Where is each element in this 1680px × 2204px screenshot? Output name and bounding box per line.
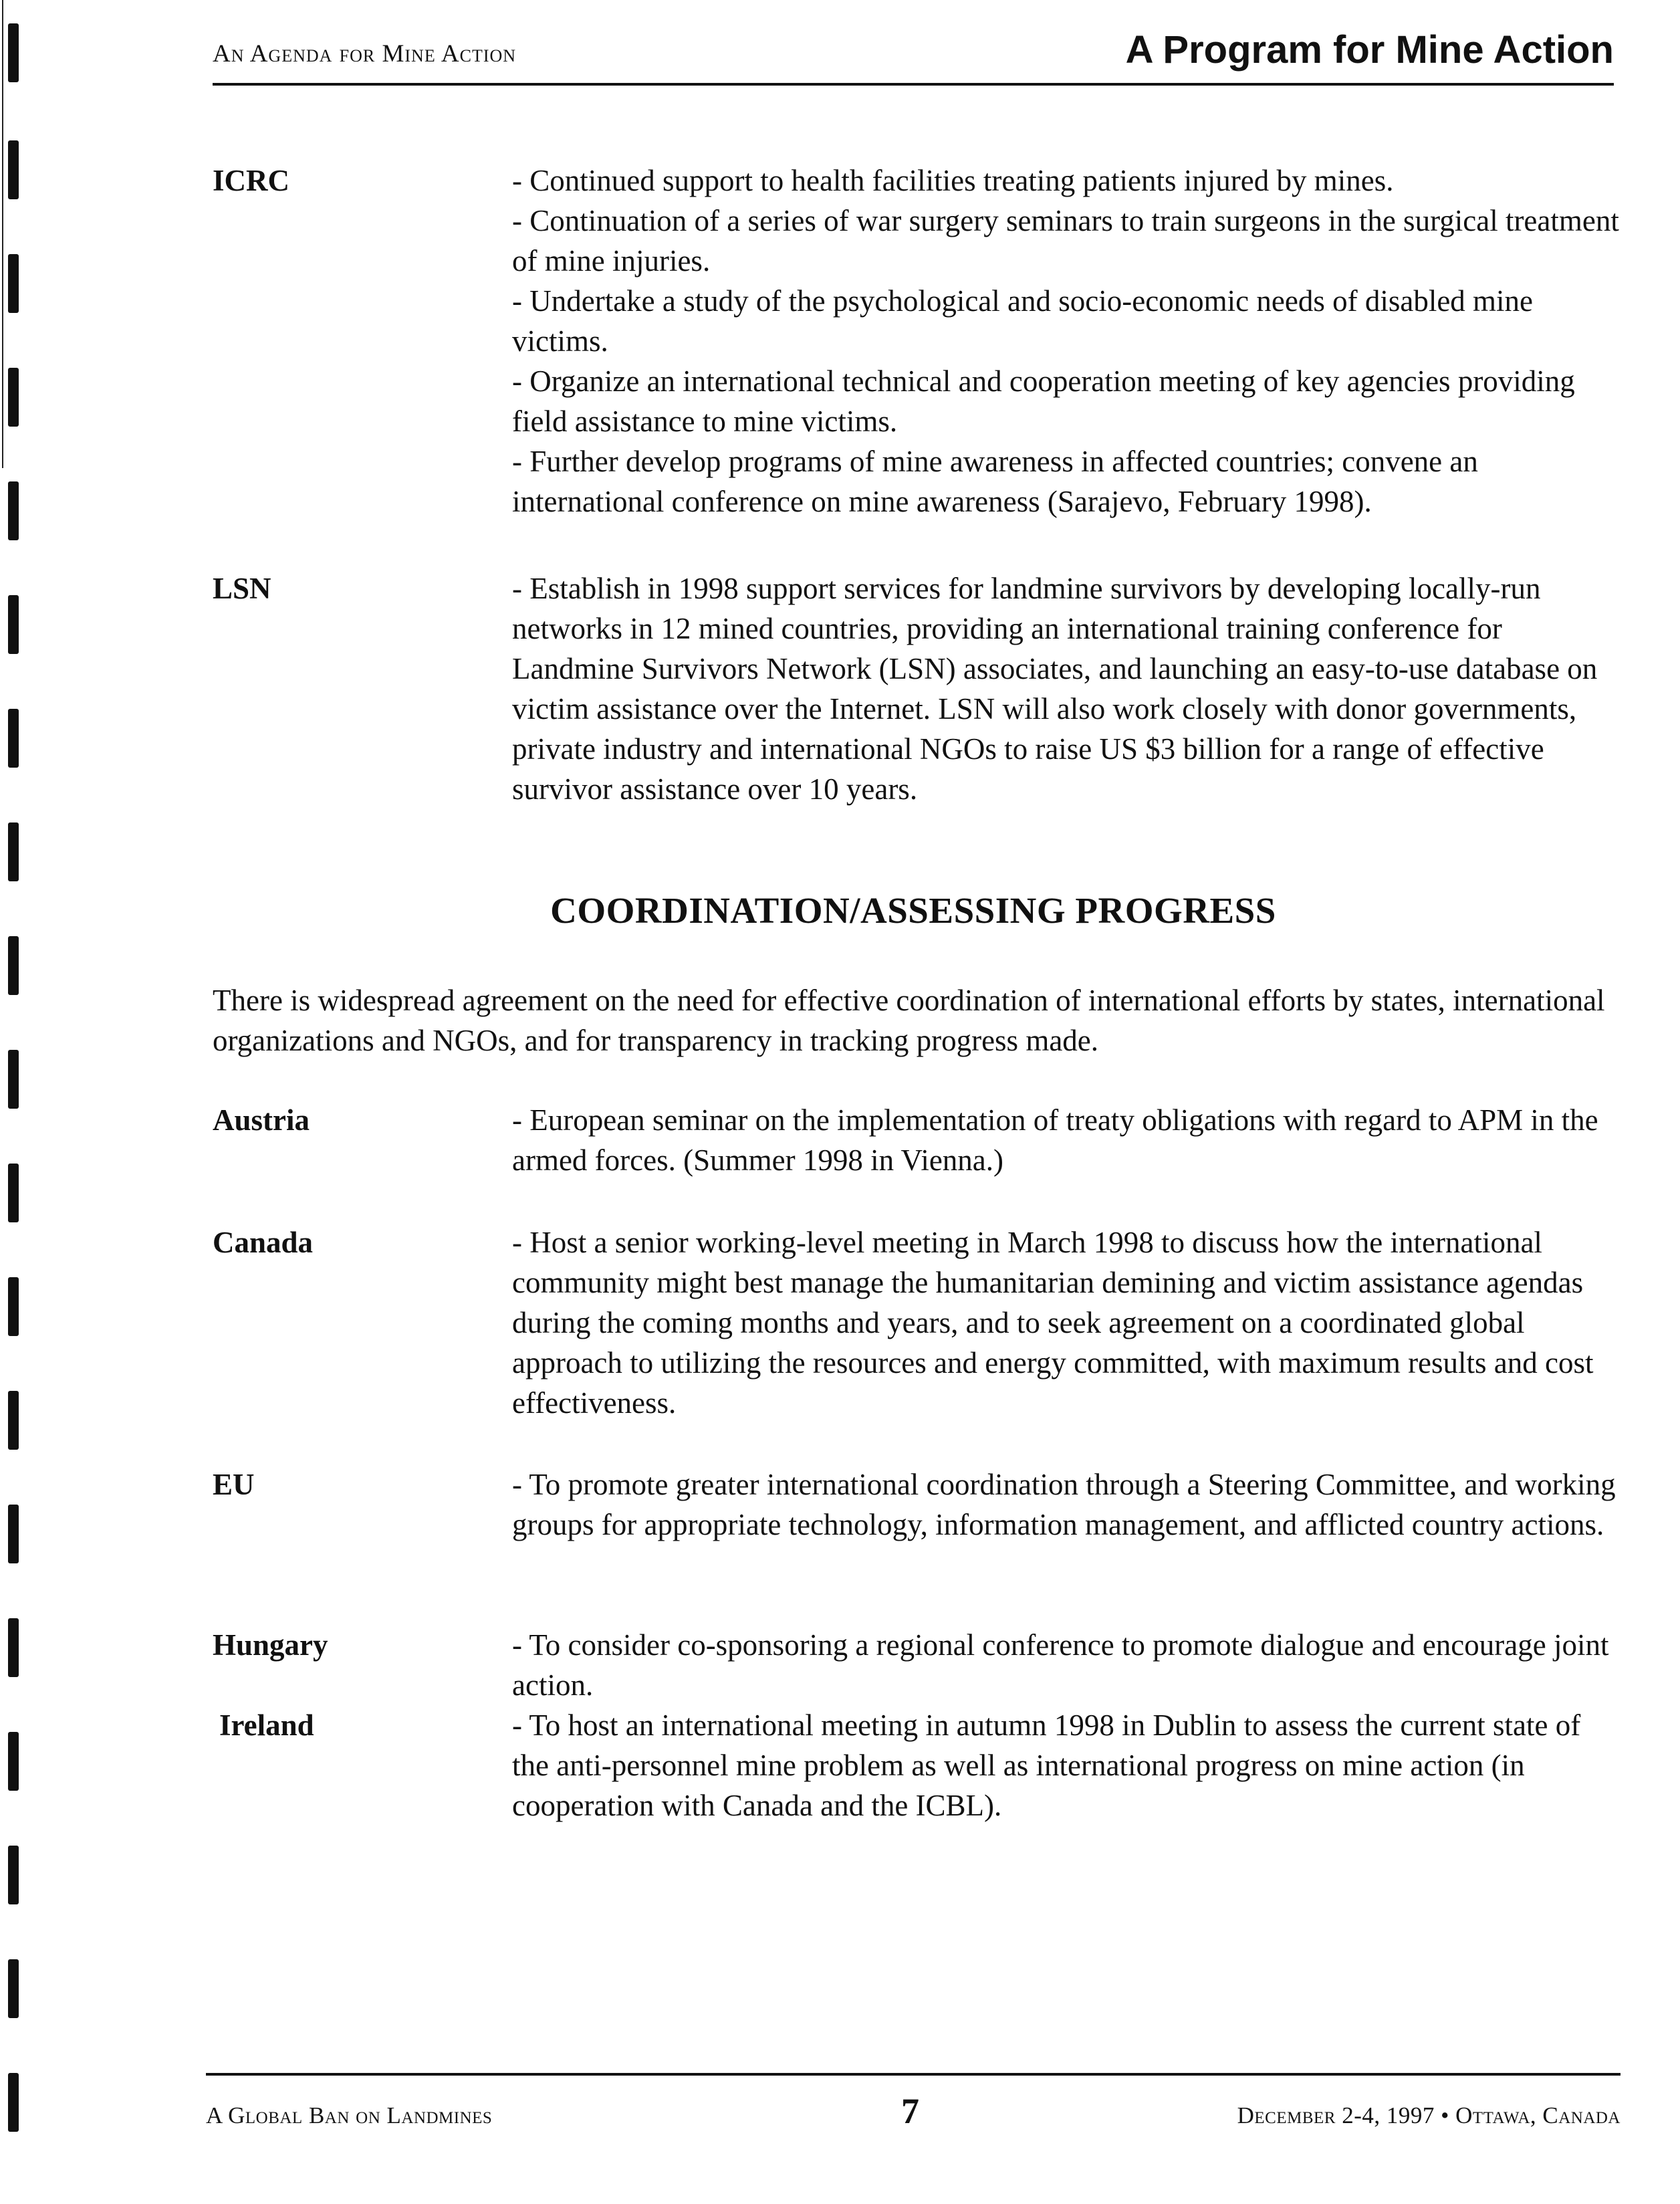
entry-label: Hungary xyxy=(213,1628,328,1662)
binding-mark xyxy=(8,1391,19,1450)
binding-mark xyxy=(8,1277,19,1336)
entry-line: - To promote greater international coordination through a Steering Committee, and working groups for appropriate technology, information management, and afflicted country actions. xyxy=(512,1468,1616,1541)
section-heading: COORDINATION/ASSESSING PROGRESS xyxy=(550,890,1276,931)
binding-marks xyxy=(0,0,27,2204)
binding-mark xyxy=(8,254,19,313)
section-intro: There is widespread agreement on the need for effective coordination of international efforts by states, international organizations and NGOs, and for transparency in tracking progress made. xyxy=(213,984,1605,1057)
footer-left: A Global Ban on Landmines xyxy=(206,2102,493,2128)
entry-label: Canada xyxy=(213,1226,314,1259)
entry-label: LSN xyxy=(213,572,271,605)
entry-text xyxy=(512,1100,1622,1180)
entry-line: - Continued support to health facilities treating patients injured by mines. xyxy=(512,164,1394,197)
binding-mark xyxy=(8,1959,19,2018)
entry-text xyxy=(512,1222,1622,1423)
binding-mark xyxy=(8,1618,19,1677)
binding-mark xyxy=(8,936,19,995)
binding-mark xyxy=(8,1505,19,1563)
entry-line: - Undertake a study of the psychological and socio-economic needs of disabled mine victims. xyxy=(512,284,1534,358)
header-right-title: A Program for Mine Action xyxy=(1125,28,1614,72)
entry-text xyxy=(512,160,1622,522)
binding-mark xyxy=(8,595,19,654)
page-number: 7 xyxy=(901,2091,919,2131)
binding-mark xyxy=(8,2073,19,2132)
binding-mark xyxy=(8,140,19,199)
entry-text xyxy=(512,1625,1622,1705)
binding-mark xyxy=(8,1050,19,1109)
entry-line: - Continuation of a series of war surgery seminars to train surgeons in the surgical treatment of mine injuries. xyxy=(512,204,1619,278)
binding-mark xyxy=(8,23,19,82)
entry-text xyxy=(512,568,1622,809)
binding-mark xyxy=(8,1846,19,1904)
entry-line: - Establish in 1998 support services for landmine survivors by developing locally-run networks in 12 mined countries, providing an international training conference for Landmine Survivors Network (LSN) associates, and launching an easy-to-use database on victim assistance over the Internet. LSN will also work closely with donor governments, private industry and international NGOs to raise US $3 billion for a range of effective survivor assistance over 10 years. xyxy=(512,572,1598,806)
entry-line: - To consider co-sponsoring a regional conference to promote dialogue and encourage joint action. xyxy=(512,1628,1609,1702)
binding-mark xyxy=(8,709,19,768)
entry-text xyxy=(512,1464,1622,1545)
entry-line: - European seminar on the implementation of treaty obligations with regard to APM in the armed forces. (Summer 1998 in Vienna.) xyxy=(512,1103,1598,1177)
binding-mark xyxy=(8,1164,19,1222)
entry-label: Ireland xyxy=(219,1709,314,1742)
entry-label: Austria xyxy=(213,1103,310,1137)
entry-text xyxy=(512,1705,1622,1826)
binding-mark xyxy=(8,822,19,881)
binding-mark xyxy=(8,481,19,540)
binding-mark xyxy=(8,368,19,427)
entry-line: - Organize an international technical and cooperation meeting of key agencies providing field assistance to mine victims. xyxy=(512,364,1575,438)
binding-mark xyxy=(8,1732,19,1791)
entry-label: EU xyxy=(213,1468,255,1501)
entry-line: - Further develop programs of mine awareness in affected countries; convene an international conference on mine awareness (Sarajevo, February 1998). xyxy=(512,445,1478,518)
entry-label: ICRC xyxy=(213,164,290,197)
entry-line: - Host a senior working-level meeting in March 1998 to discuss how the international community might best manage the humanitarian demining and victim assistance agendas during the coming months and years, and to seek agreement on a coordinated global approach to utilizing the resources and energy committed, with maximum results and cost effectiveness. xyxy=(512,1226,1594,1420)
page-header xyxy=(213,20,1614,86)
header-left-title: An Agenda for Mine Action xyxy=(213,40,517,68)
entry-line: - To host an international meeting in autumn 1998 in Dublin to assess the current state of the anti-personnel mine problem as well as international progress on mine action (in cooperation with Canada and the ICBL). xyxy=(512,1709,1581,1822)
page-footer xyxy=(206,2073,1621,2136)
footer-right: December 2-4, 1997 • Ottawa, Canada xyxy=(1237,2102,1621,2128)
